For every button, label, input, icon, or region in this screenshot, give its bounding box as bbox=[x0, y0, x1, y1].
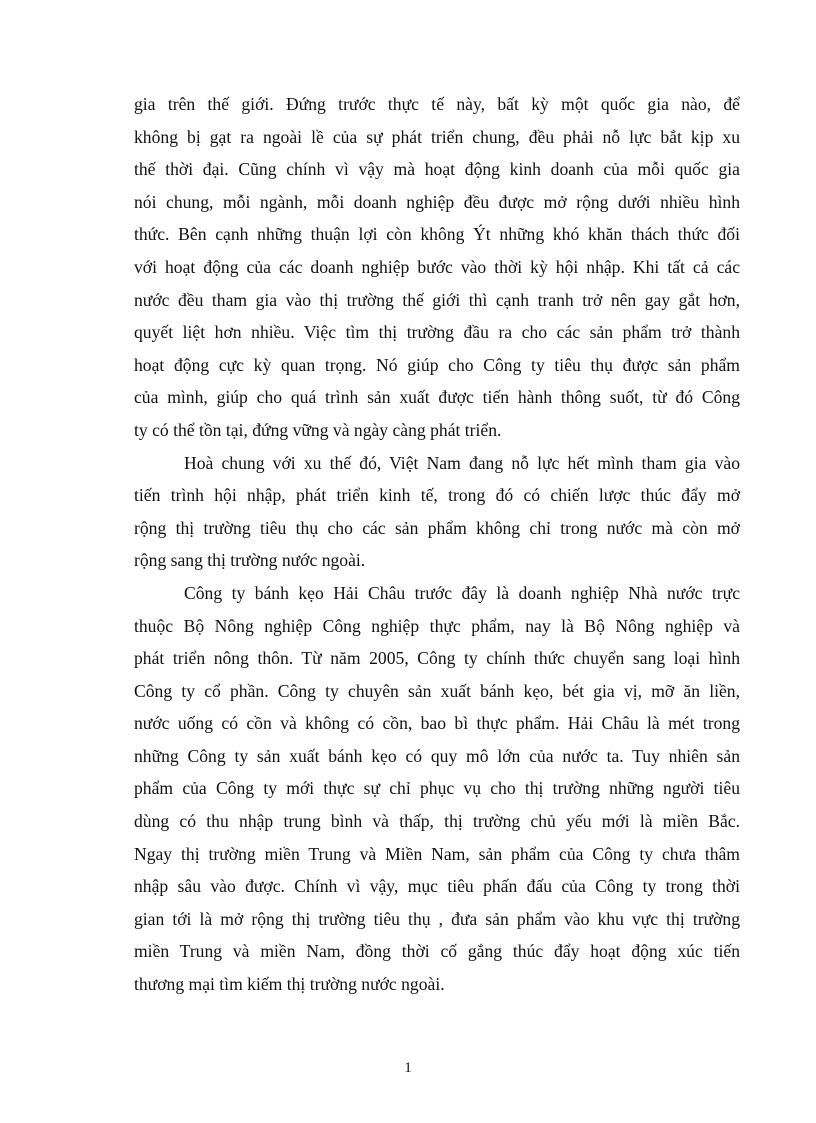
paragraph-line: dùng có thu nhập trung bình và thấp, thị trường chủ yếu mới là miền Bắc. bbox=[134, 811, 740, 832]
paragraph-line: những Công ty sản xuất bánh kẹo có quy mô lớn của nước ta. Tuy nhiên sản bbox=[134, 745, 740, 766]
paragraph-line: nước uống có cồn và không có cồn, bao bì thực phẩm. Hải Châu là mét trong bbox=[134, 713, 740, 734]
paragraph-line: rộng thị trường tiêu thụ cho các sản phẩm không chỉ trong nước mà còn mở bbox=[134, 517, 740, 538]
paragraph-line: nước đều tham gia vào thị trường thế giới thì cạnh tranh trở nên gay gắt hơn, bbox=[134, 289, 740, 310]
paragraph-line: nhập sâu vào được. Chính vì vậy, mục tiêu phấn đấu của Công ty trong thời bbox=[134, 876, 740, 897]
paragraph-line: hoạt động cực kỳ quan trọng. Nó giúp cho Công ty tiêu thụ được sản phẩm bbox=[134, 354, 740, 375]
paragraph-line: ty có thể tồn tại, đứng vững và ngày càng phát triển. bbox=[134, 419, 502, 440]
paragraph-line: phẩm của Công ty mới thực sự chỉ phục vụ cho thị trường những người tiêu bbox=[134, 778, 740, 799]
paragraph-line: thế thời đại. Cũng chính vì vậy mà hoạt động kinh doanh của mỗi quốc gia bbox=[134, 159, 740, 180]
paragraph-line: với hoạt động của các doanh nghiệp bước vào thời kỳ hội nhập. Khi tất cả các bbox=[134, 256, 740, 277]
paragraph-line: quyết liệt hơn nhiều. Việc tìm thị trường đầu ra cho các sản phẩm trở thành bbox=[134, 322, 740, 343]
paragraph-line: nói chung, mỗi ngành, mỗi doanh nghiệp đều được mở rộng dưới nhiều hình bbox=[134, 191, 740, 212]
paragraph-line: của mình, giúp cho quá trình sản xuất được tiến hành thông suốt, từ đó Công bbox=[134, 387, 740, 408]
paragraph-1 bbox=[134, 88, 740, 447]
document-body bbox=[134, 88, 740, 1001]
paragraph-line: Hoà chung với xu thế đó, Việt Nam đang nỗ lực hết mình tham gia vào bbox=[184, 452, 740, 473]
paragraph-line: Ngay thị trường miền Trung và Miền Nam, sản phẩm của Công ty chưa thâm bbox=[134, 843, 740, 864]
paragraph-line: rộng sang thị trường nước ngoài. bbox=[134, 550, 366, 571]
paragraph-line: gia trên thế giới. Đứng trước thực tế này, bất kỳ một quốc gia nào, để bbox=[134, 94, 740, 114]
paragraph-line: phát triển nông thôn. Từ năm 2005, Công ty chính thức chuyển sang loại hình bbox=[134, 648, 740, 669]
paragraph-2 bbox=[134, 447, 740, 577]
paragraph-line: thương mại tìm kiếm thị trường nước ngoài. bbox=[134, 974, 445, 995]
paragraph-line: tiến trình hội nhập, phát triển kinh tế, trong đó có chiến lược thúc đẩy mở bbox=[134, 485, 740, 506]
paragraph-line: miền Trung và miền Nam, đồng thời cố gắng thúc đẩy hoạt động xúc tiến bbox=[134, 941, 740, 962]
paragraph-line: Công ty bánh kẹo Hải Châu trước đây là doanh nghiệp Nhà nước trực bbox=[184, 582, 740, 603]
paragraph-line: không bị gạt ra ngoài lề của sự phát triển chung, đều phải nỗ lực bắt kịp xu bbox=[134, 126, 740, 147]
paragraph-line: thức. Bên cạnh những thuận lợi còn không Ýt những khó khăn thách thức đối bbox=[134, 224, 740, 245]
paragraph-line: Công ty cổ phần. Công ty chuyên sản xuất bánh kẹo, bét gia vị, mỡ ăn liền, bbox=[134, 680, 740, 701]
paragraph-line: thuộc Bộ Nông nghiệp Công nghiệp thực phẩm, nay là Bộ Nông nghiệp và bbox=[134, 615, 740, 636]
page-number: 1 bbox=[404, 1060, 412, 1076]
paragraph-3 bbox=[134, 577, 740, 1001]
paragraph-line: gian tới là mở rộng thị trường tiêu thụ , đưa sản phẩm vào khu vực thị trường bbox=[134, 908, 740, 929]
